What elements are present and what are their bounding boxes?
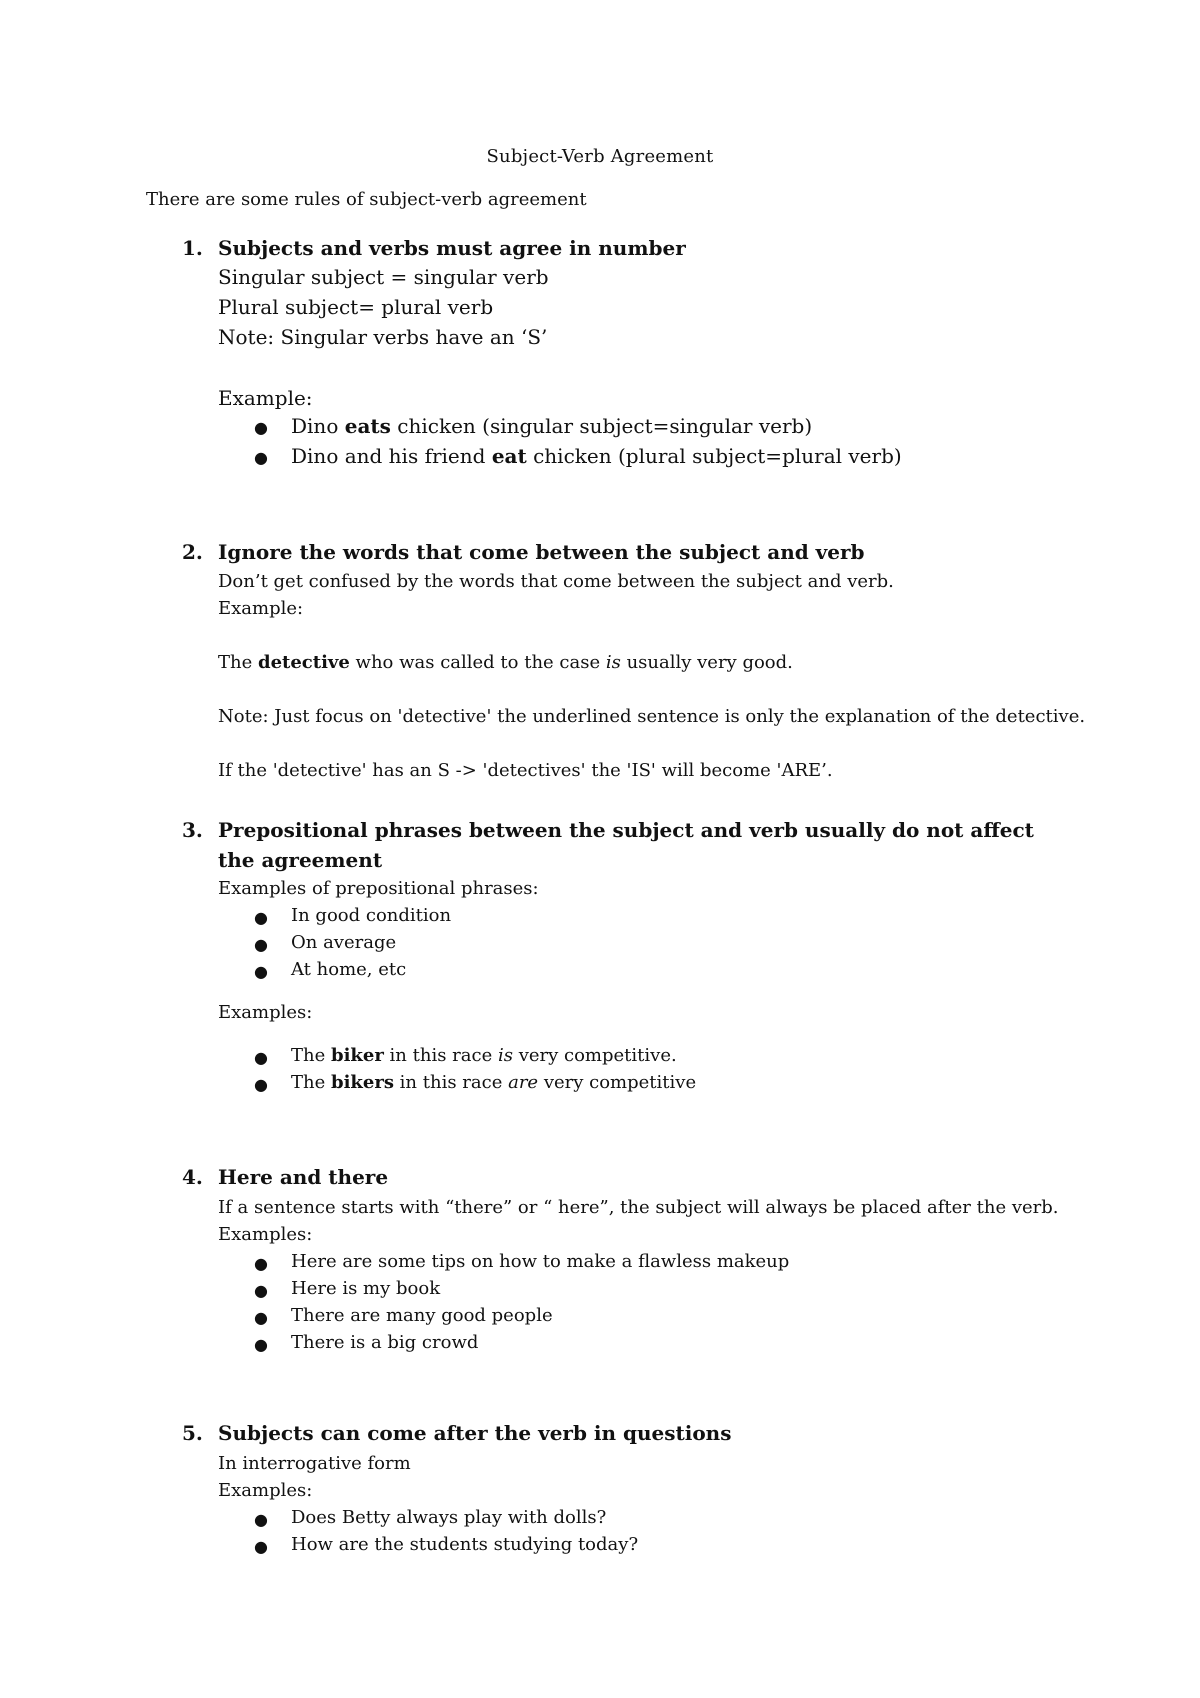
section-heading: Prepositional phrases between the subject and verb usually do not affect the agreement: [218, 818, 1034, 872]
list-item: The bikers in this race are very competitive: [291, 1072, 697, 1093]
page-title: Subject-Verb Agreement: [486, 146, 714, 167]
list-item: There is a big crowd: [291, 1332, 479, 1353]
bullet-icon: ●: [254, 908, 268, 927]
bullet-icon: ●: [254, 1281, 268, 1300]
bullet-icon: ●: [254, 1510, 268, 1529]
list-item: How are the students studying today?: [291, 1534, 639, 1555]
list-item: At home, etc: [291, 959, 407, 980]
note-text: Note: Just focus on 'detective' the underlined sentence is only the explanation of the detective.: [218, 706, 1086, 727]
list-item: Here is my book: [291, 1278, 441, 1299]
bullet-icon: ●: [254, 1335, 268, 1354]
list-item: In good condition: [291, 905, 452, 926]
body-line: Plural subject= plural verb: [218, 295, 494, 319]
bullet-icon: ●: [254, 1254, 268, 1273]
bullet-icon: ●: [254, 418, 268, 437]
section-number: 5.: [182, 1421, 203, 1445]
example-label: Example:: [218, 386, 313, 410]
list-item: The biker in this race is very competitive.: [291, 1045, 677, 1066]
list-item: Does Betty always play with dolls?: [291, 1507, 607, 1528]
list-item: Here are some tips on how to make a flawless makeup: [291, 1251, 790, 1272]
list-item: There are many good people: [291, 1305, 553, 1326]
body-line: Don’t get confused by the words that come between the subject and verb.: [218, 571, 894, 592]
section-heading: Here and there: [218, 1165, 389, 1189]
section-heading: Ignore the words that come between the subject and verb: [218, 540, 865, 564]
body-line: Examples of prepositional phrases:: [218, 878, 539, 899]
section-heading: Subjects can come after the verb in questions: [218, 1421, 732, 1445]
bullet-icon: ●: [254, 935, 268, 954]
note-text: If the 'detective' has an S -> 'detectives' the 'IS' will become 'ARE’.: [218, 760, 833, 781]
list-item: Dino eats chicken (singular subject=singular verb): [291, 414, 813, 438]
bullet-icon: ●: [254, 1075, 268, 1094]
body-line: In interrogative form: [218, 1453, 411, 1474]
section-number: 3.: [182, 818, 203, 842]
list-item: On average: [291, 932, 397, 953]
body-line: Singular subject = singular verb: [218, 265, 549, 289]
intro-text: There are some rules of subject-verb agreement: [146, 189, 587, 210]
body-line: Example:: [218, 598, 304, 619]
examples-label: Examples:: [218, 1002, 313, 1023]
body-line: Note: Singular verbs have an ‘S’: [218, 325, 548, 349]
list-item: Dino and his friend eat chicken (plural subject=plural verb): [291, 444, 902, 468]
bullet-icon: ●: [254, 448, 268, 467]
section-number: 2.: [182, 540, 203, 564]
bullet-icon: ●: [254, 962, 268, 981]
bullet-icon: ●: [254, 1048, 268, 1067]
section-number: 1.: [182, 236, 203, 260]
body-line: Examples:: [218, 1480, 313, 1501]
section-heading: Subjects and verbs must agree in number: [218, 236, 686, 260]
example-sentence: The detective who was called to the case is usually very good.: [218, 652, 793, 673]
section-number: 4.: [182, 1165, 203, 1189]
body-line: If a sentence starts with “there” or “ here”, the subject will always be placed after the verb.: [218, 1197, 1059, 1218]
bullet-icon: ●: [254, 1308, 268, 1327]
body-line: Examples:: [218, 1224, 313, 1245]
bullet-icon: ●: [254, 1537, 268, 1556]
